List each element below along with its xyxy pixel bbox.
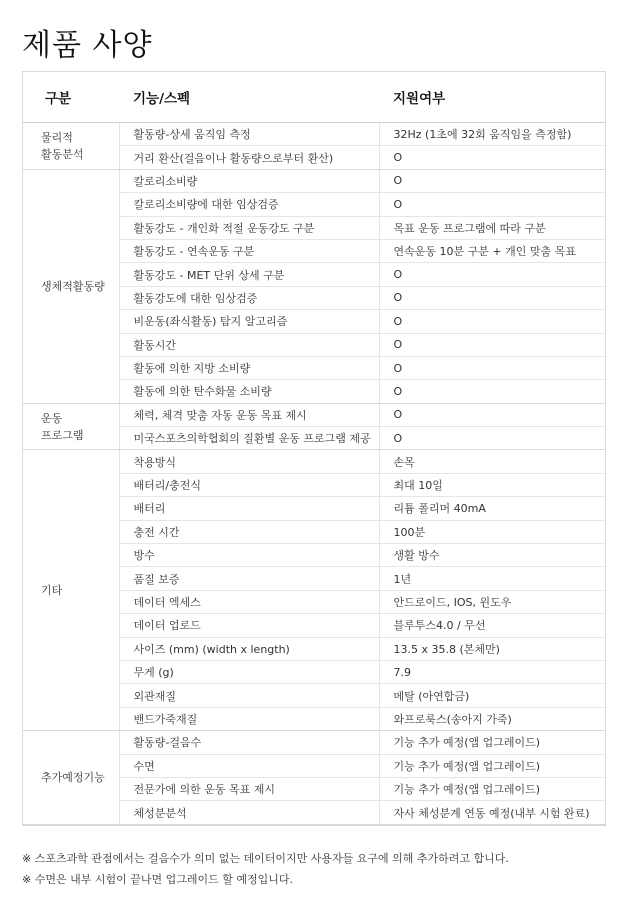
- feature-cell: 활동에 의한 탄수화물 소비량: [119, 380, 379, 403]
- header-support: 지원여부: [379, 72, 605, 123]
- feature-cell: 칼로리소비량에 대한 임상검증: [119, 193, 379, 216]
- feature-cell: 활동시간: [119, 333, 379, 356]
- support-cell: 32Hz (1초에 32회 움직임을 측정함): [379, 123, 605, 146]
- feature-cell: 품질 보증: [119, 567, 379, 590]
- feature-cell: 활동량-걸음수: [119, 731, 379, 754]
- support-cell: O: [379, 263, 605, 286]
- feature-cell: 칼로리소비량: [119, 169, 379, 192]
- support-cell: O: [379, 356, 605, 379]
- feature-cell: 배터리/충전식: [119, 473, 379, 496]
- table-row: [23, 169, 605, 192]
- support-cell: 기능 추가 예정(앱 업그레이드): [379, 731, 605, 754]
- feature-cell: 밴드가죽재질: [119, 707, 379, 730]
- category-label: 생체적활동량: [41, 279, 105, 293]
- header-category: 구분: [23, 72, 119, 123]
- support-cell: 생활 방수: [379, 544, 605, 567]
- feature-cell: 데이터 업로드: [119, 614, 379, 637]
- category-label: 운동: [41, 411, 63, 425]
- support-cell: 리튬 폴리머 40mA: [379, 497, 605, 520]
- feature-cell: 착용방식: [119, 450, 379, 473]
- support-cell: 안드로이드, IOS, 윈도우: [379, 590, 605, 613]
- feature-cell: 방수: [119, 544, 379, 567]
- feature-cell: 활동량-상세 움직임 측정: [119, 123, 379, 146]
- support-cell: O: [379, 286, 605, 309]
- support-cell: 최대 10일: [379, 473, 605, 496]
- support-cell: 기능 추가 예정(앱 업그레이드): [379, 777, 605, 800]
- support-cell: 와프로룩스(송아지 가죽): [379, 707, 605, 730]
- feature-cell: 비운동(좌식활동) 탐지 알고리즘: [119, 310, 379, 333]
- table-row: [23, 403, 605, 426]
- category-label: 활동분석: [41, 147, 84, 161]
- support-cell: O: [379, 169, 605, 192]
- table-header-row: [23, 72, 605, 123]
- footnote: ※ 스포츠과학 관점에서는 걸음수가 의미 없는 데이터이지만 사용자들 요구에 의해 추가하려고 합니다.: [22, 852, 509, 865]
- category-cell: [23, 403, 119, 450]
- feature-cell: 활동강도 - 개인화 적절 운동강도 구분: [119, 216, 379, 239]
- spec-table: [22, 71, 606, 826]
- support-cell: 목표 운동 프로그램에 따라 구분: [379, 216, 605, 239]
- support-cell: O: [379, 333, 605, 356]
- feature-cell: 거리 환산(걸음이나 활동량으로부터 환산): [119, 146, 379, 169]
- support-cell: O: [379, 146, 605, 169]
- support-cell: O: [379, 380, 605, 403]
- support-cell: 자사 체성분계 연동 예정(내부 시험 완료): [379, 801, 605, 824]
- support-cell: 13.5 x 35.8 (본체만): [379, 637, 605, 660]
- support-cell: 100분: [379, 520, 605, 543]
- support-cell: 손목: [379, 450, 605, 473]
- support-cell: 연속운동 10분 구분 + 개인 맞춤 목표: [379, 239, 605, 262]
- footnote: ※ 수면은 내부 시험이 끝나면 업그레이드 할 예정입니다.: [22, 873, 293, 886]
- category-cell: [23, 123, 119, 170]
- category-cell: [23, 169, 119, 403]
- feature-cell: 활동에 의한 지방 소비량: [119, 356, 379, 379]
- category-label: 물리적: [41, 130, 73, 144]
- feature-cell: 사이즈 (mm) (width x length): [119, 637, 379, 660]
- feature-cell: 데이터 엑세스: [119, 590, 379, 613]
- feature-cell: 체성분분석: [119, 801, 379, 824]
- feature-cell: 충전 시간: [119, 520, 379, 543]
- table-row: [23, 450, 605, 473]
- support-cell: 1년: [379, 567, 605, 590]
- feature-cell: 전문가에 의한 운동 목표 제시: [119, 777, 379, 800]
- footnotes: [22, 848, 509, 890]
- feature-cell: 활동강도에 대한 임상검증: [119, 286, 379, 309]
- category-cell: [23, 450, 119, 731]
- feature-cell: 외관재질: [119, 684, 379, 707]
- category-label: 프로그램: [41, 428, 84, 442]
- feature-cell: 배터리: [119, 497, 379, 520]
- support-cell: 메탈 (아연합금): [379, 684, 605, 707]
- table-row: [23, 731, 605, 754]
- feature-cell: 활동강도 - 연속운동 구분: [119, 239, 379, 262]
- support-cell: O: [379, 403, 605, 426]
- support-cell: O: [379, 193, 605, 216]
- header-feature: 기능/스펙: [119, 72, 379, 123]
- support-cell: O: [379, 427, 605, 450]
- support-cell: 기능 추가 예정(앱 업그레이드): [379, 754, 605, 777]
- feature-cell: 수면: [119, 754, 379, 777]
- support-cell: 블루투스4.0 / 무선: [379, 614, 605, 637]
- feature-cell: 무게 (g): [119, 660, 379, 683]
- category-label: 기타: [41, 583, 63, 597]
- support-cell: O: [379, 310, 605, 333]
- feature-cell: 미국스포츠의학협회의 질환별 운동 프로그램 제공: [119, 427, 379, 450]
- support-cell: 7.9: [379, 660, 605, 683]
- category-label: 추가예정기능: [41, 770, 105, 784]
- category-cell: [23, 731, 119, 825]
- feature-cell: 활동강도 - MET 단위 상세 구분: [119, 263, 379, 286]
- table-row: [23, 123, 605, 146]
- page-title: 제품 사양: [22, 28, 153, 63]
- feature-cell: 체력, 체격 맞춤 자동 운동 목표 제시: [119, 403, 379, 426]
